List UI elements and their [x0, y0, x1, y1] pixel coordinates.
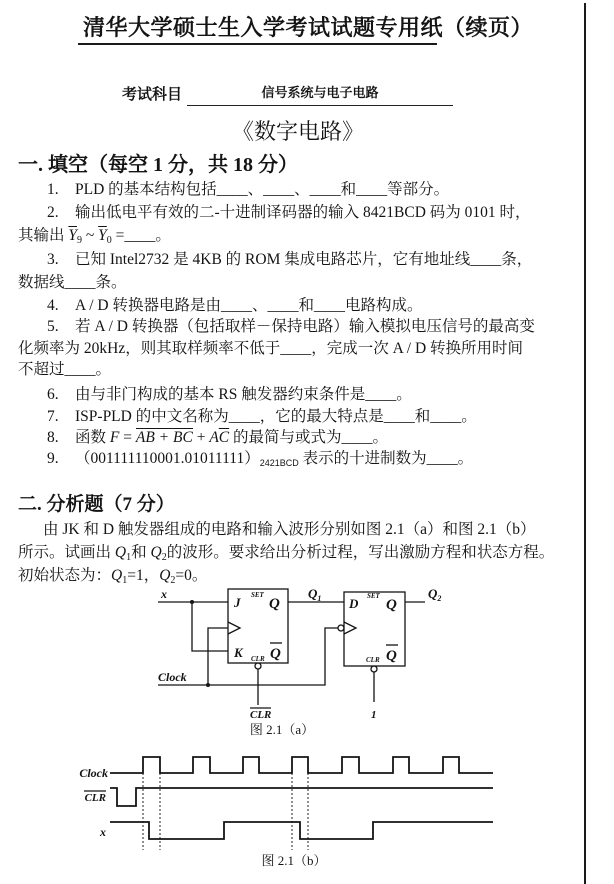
formula-plus: +: [192, 429, 210, 446]
y0-bar: $\overline{Y}$: [98, 227, 107, 244]
jk-clr-bubble: [255, 663, 261, 669]
question-text: 输出低电平有效的二-十进制译码器的输入 8421BCD 码为 0101 时，: [75, 204, 531, 221]
q2-symbol: Q: [159, 567, 171, 584]
formula-equals: =: [119, 429, 136, 446]
formula-term-c-bar: $\overline{C}$: [218, 429, 230, 446]
q1-label: [308, 586, 321, 603]
clr-input-label: CLR: [250, 709, 272, 721]
question-text: A / D 转换器电路是由____、____和____电路构成。: [75, 297, 423, 314]
analysis-paragraph-line-2: [18, 543, 554, 563]
question-text: 由与非门构成的基本 RS 触发器约束条件是____。: [75, 386, 412, 403]
paragraph-text: 所示。试画出: [18, 544, 115, 561]
figure-a-caption: 图 2.1（a）: [249, 722, 315, 737]
formula-negated-group: [136, 428, 193, 446]
question-number: 1.: [47, 181, 59, 198]
wire-x-to-k: [192, 602, 228, 651]
question-number: 5.: [47, 318, 59, 335]
q1-symbol: Q: [111, 567, 123, 584]
question-5-continuation-1: 化频率为 20kHz，则其取样频率不低于____，完成一次 A / D 转换所用时间: [18, 340, 524, 357]
q2-subscript: 2: [170, 575, 176, 586]
q2-initial-value: =0。: [175, 567, 208, 584]
q2-label: [428, 586, 441, 603]
question-5: [47, 317, 535, 337]
jk-clock-triangle-icon: [228, 622, 240, 634]
question-4: [47, 296, 422, 316]
clock-edge-markers: [143, 757, 308, 850]
question-blank-text: 的最简与或式为____。: [229, 429, 389, 446]
title-main: 清华大学硕士生入学考试试题专用纸: [83, 15, 444, 40]
jk-clr-label: CLR: [251, 655, 265, 663]
q1-subscript: 1: [122, 575, 128, 586]
q1-symbol: Q: [114, 544, 127, 561]
question-blank-text: 表示的十进制数为____。: [298, 450, 474, 467]
section2-heading: 二. 分析题（7 分）: [18, 494, 175, 515]
jk-k-label: K: [234, 645, 243, 660]
question-6: [47, 385, 412, 405]
formula-term-ab: AB +: [135, 429, 174, 446]
d-clock-triangle-icon: [344, 622, 356, 634]
question-2-continuation: [18, 226, 171, 246]
d-clr-bubble: [371, 666, 377, 672]
junction-dot: [206, 683, 210, 687]
question-text: ISP-PLD 的中文名称为____，它的最大特点是____和____。: [75, 408, 477, 425]
title-underline: [78, 43, 437, 45]
d-q-label: Q: [386, 597, 397, 613]
question-text: 其输出: [18, 227, 69, 244]
wire-clock-to-jk: [208, 628, 228, 685]
input-x-label: x: [161, 587, 167, 601]
clr-waveform: [110, 788, 493, 806]
wave-label-clr: CLR: [84, 792, 106, 804]
question-text: 若 A / D 转换器（包括取样－保持电路）输入模拟电压信号的最高变: [75, 318, 535, 335]
formula-lhs: F: [109, 429, 120, 446]
question-7: [47, 407, 477, 427]
question-blank-text: =____。: [111, 227, 171, 244]
question-number: 4.: [47, 297, 59, 314]
d-qbar-label: Q: [386, 648, 397, 664]
wave-label-x: x: [100, 825, 106, 839]
question-number: 9.: [47, 450, 59, 467]
question-8: [47, 428, 388, 448]
question-number: 2.: [47, 204, 59, 221]
subject-label: 考试科目: [122, 86, 183, 103]
paper-title: 《数字电路》: [232, 119, 365, 144]
jk-j-label: J: [234, 595, 241, 610]
figure-b-caption: 图 2.1（b）: [261, 853, 327, 868]
question-5-continuation-2: 不超过____。: [18, 361, 112, 378]
subject-underline: [187, 105, 453, 106]
wave-label-clock: Clock: [79, 766, 108, 780]
section1-heading: 一. 填空（每空 1 分，共 18 分）: [18, 154, 298, 176]
q2-name: Q: [428, 586, 438, 601]
q1-subscript: 1: [126, 552, 132, 563]
question-3-continuation: 数据线____条。: [18, 274, 127, 291]
x-waveform: [110, 822, 493, 839]
paragraph-text: 和: [131, 544, 151, 561]
q2-subscript: 2: [161, 552, 167, 563]
analysis-paragraph-line-1: 由 JK 和 D 触发器组成的电路和输入波形分别如图 2.1（a）和图 2.1（b）: [43, 521, 536, 538]
formula-term-a: A: [209, 429, 219, 446]
tilde: ~: [82, 227, 99, 244]
y9-bar: $\overline{Y}$: [68, 227, 78, 244]
question-number: 8.: [47, 429, 59, 446]
question-number: 3.: [47, 251, 59, 268]
jk-set-label: SET: [251, 591, 264, 599]
clock-input-label: Clock: [158, 670, 187, 684]
figure-2-1b-waveforms: [60, 745, 510, 875]
clock-waveform: [110, 757, 493, 773]
q1-sub: 1: [317, 594, 322, 603]
question-number: 6.: [47, 386, 59, 403]
bcd-code-subscript: 2421BCD: [259, 458, 299, 468]
subject-value: 信号系统与电子电路: [261, 85, 379, 100]
question-1: [47, 180, 449, 200]
y0-subscript: 0: [106, 235, 112, 246]
formula-term-bc-bar: $\overline{BC}$: [173, 429, 193, 446]
d-clock-inverter-bubble: [338, 625, 344, 631]
question-text: PLD 的基本结构包括____、____、____和____等部分。: [75, 181, 450, 198]
question-text: 函数: [75, 429, 110, 446]
paragraph-text: 初始状态为：: [18, 567, 112, 584]
question-2: [47, 203, 531, 223]
jk-qbar-label: Q: [270, 646, 281, 662]
d-clr-label: CLR: [366, 656, 380, 664]
page-border-right: [584, 3, 586, 884]
q2-sub: 2: [437, 594, 442, 603]
q2-symbol: Q: [150, 544, 162, 561]
d-set-label: SET: [367, 592, 380, 600]
question-text: 已知 Intel2732 是 4KB 的 ROM 集成电路芯片，它有地址线____条，: [75, 251, 533, 268]
question-3: [47, 250, 532, 270]
jk-q-label: Q: [269, 596, 280, 612]
d-d-label: D: [349, 596, 359, 611]
y9-subscript: 9: [77, 235, 83, 246]
const-one-label: 1: [371, 709, 377, 721]
question-9: [47, 449, 473, 469]
title-suffix: （续页）: [443, 15, 534, 40]
q1-name: Q: [308, 586, 318, 601]
figure-2-1a-circuit: [150, 580, 440, 740]
bcd-code: （001111110001.01011111）: [75, 450, 260, 467]
exam-sheet-title: [83, 14, 533, 42]
paragraph-text: 的波形。要求给出分析过程，写出激励方程和状态方程。: [166, 544, 555, 561]
question-number: 7.: [47, 408, 59, 425]
q1-initial-value: =1，: [127, 567, 160, 584]
